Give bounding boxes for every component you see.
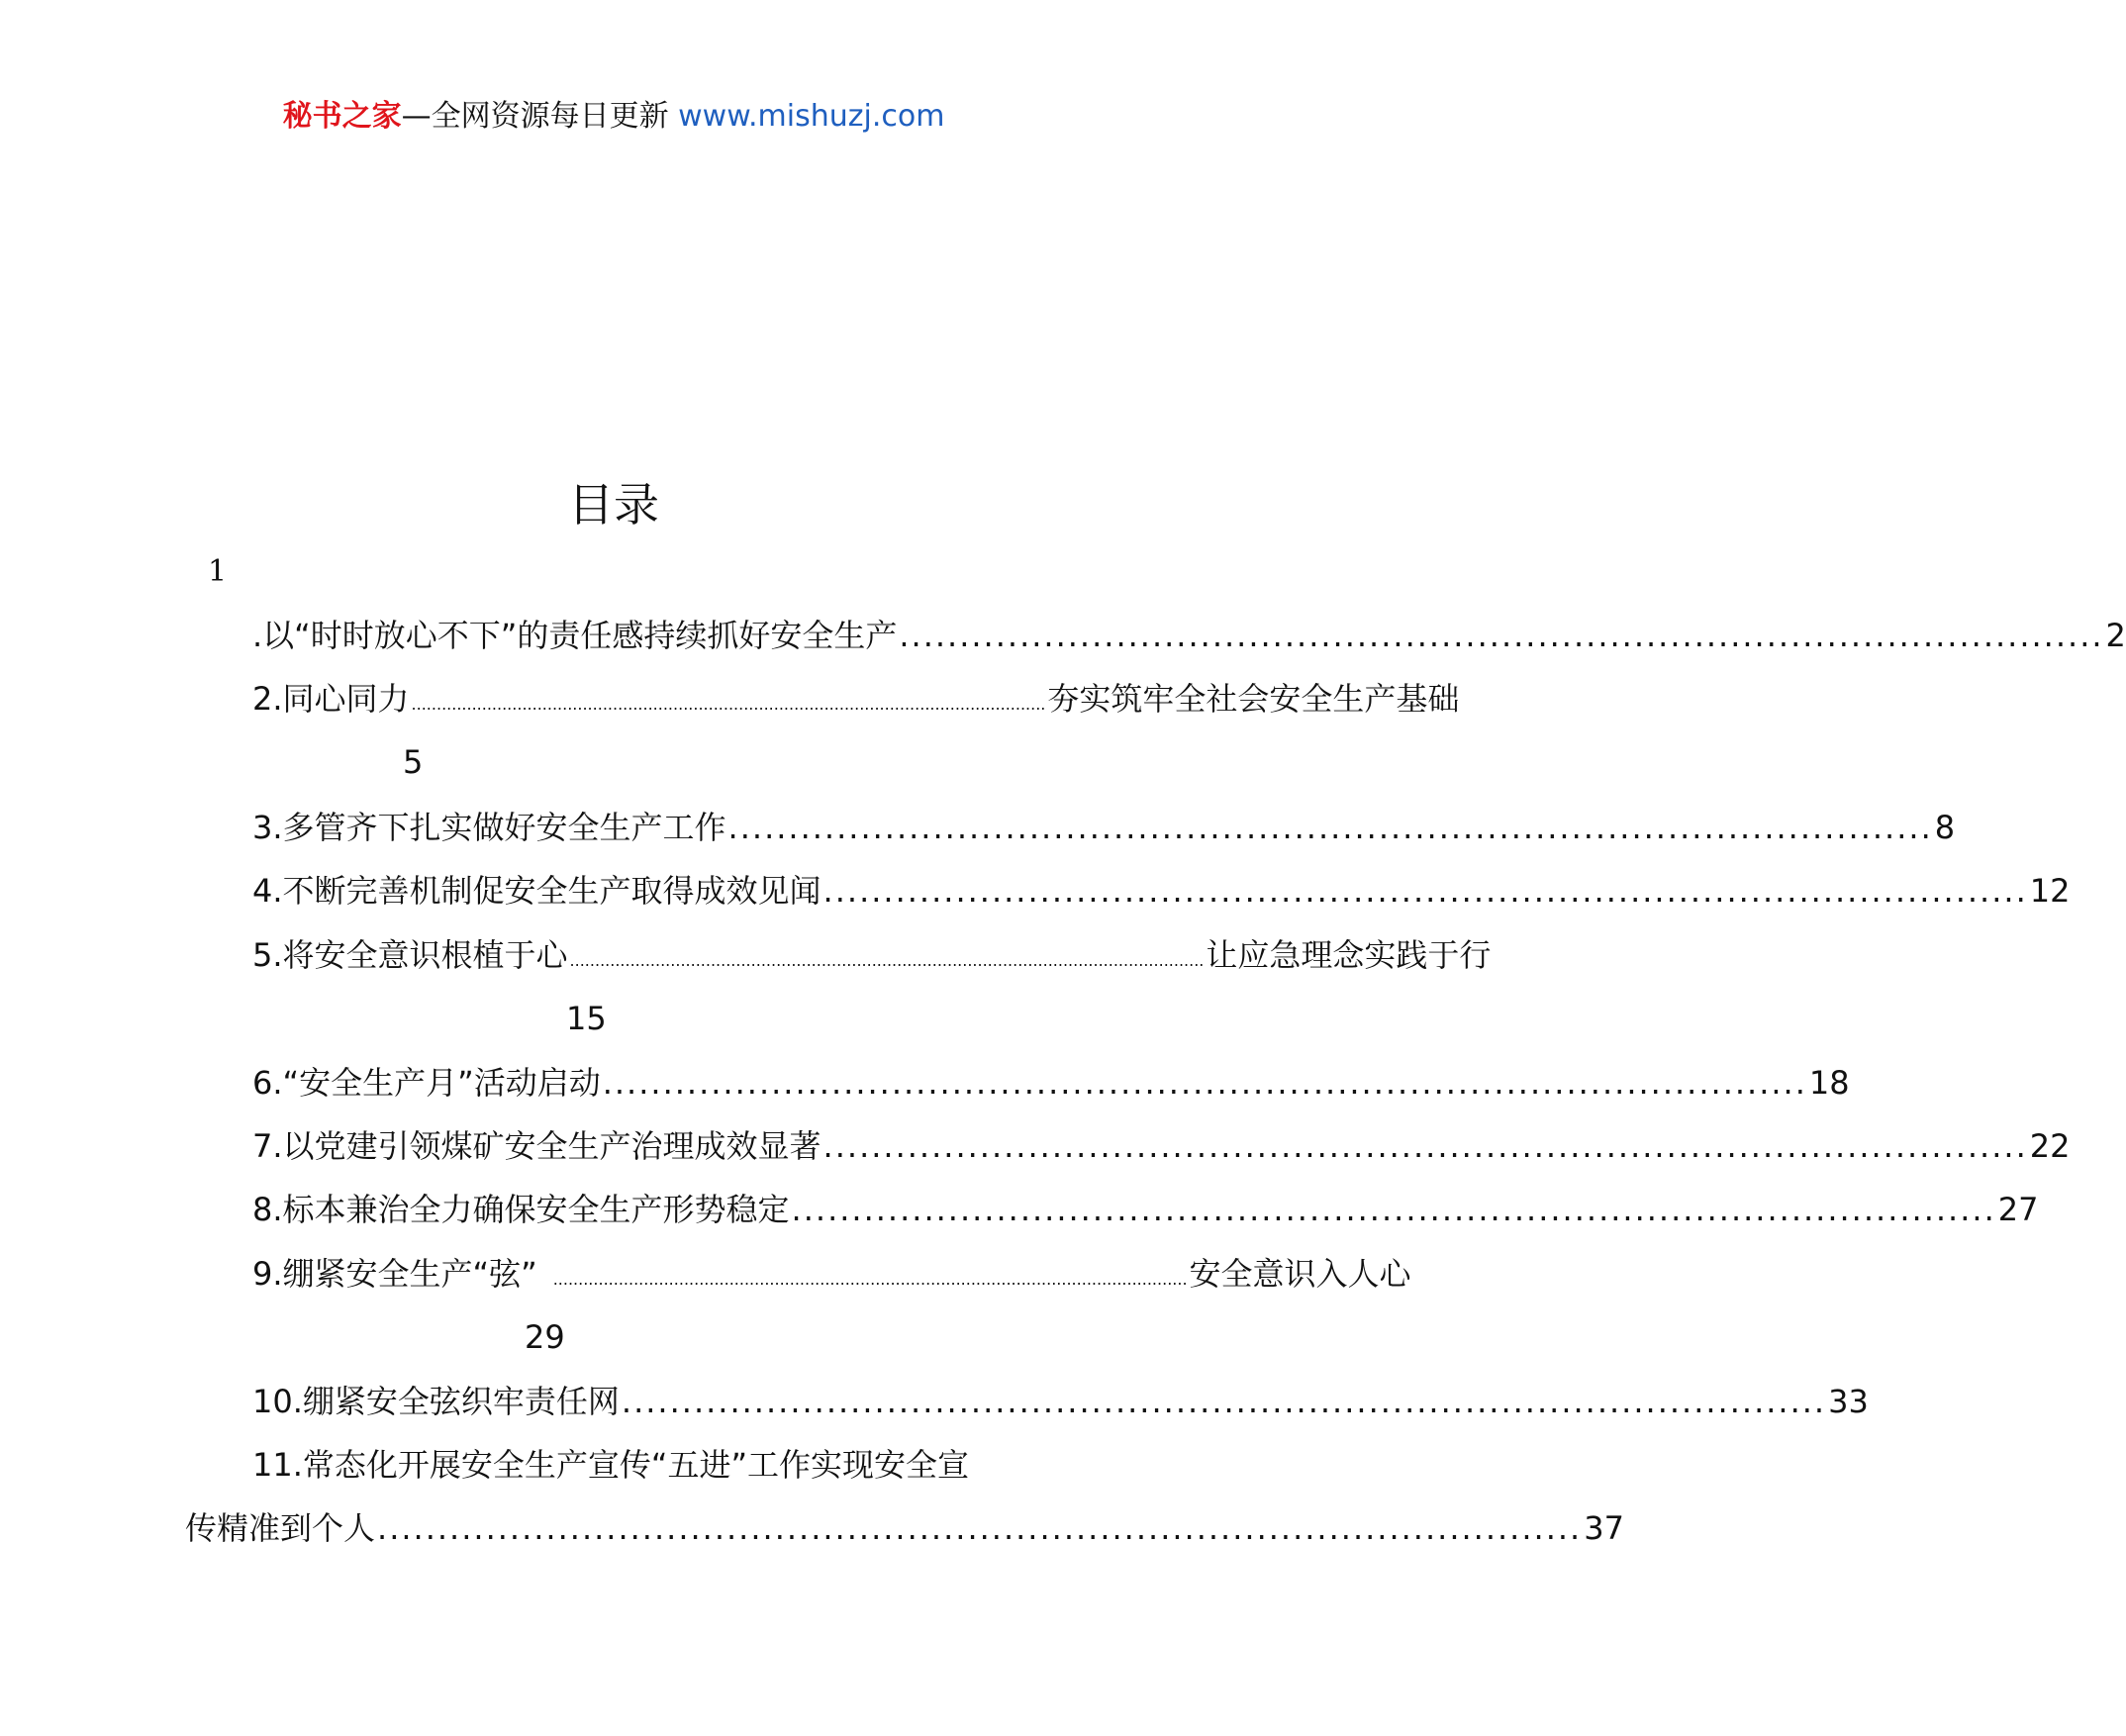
toc-entry-2-page: 5 bbox=[403, 743, 424, 781]
toc-entry-5-page: 15 bbox=[566, 1000, 607, 1037]
leader-dots: .................................................................................................... bbox=[822, 872, 2028, 910]
toc-entry-page: 2 bbox=[2105, 617, 2126, 654]
toc-entry-title: 5.将安全意识根植于心 bbox=[252, 936, 568, 974]
toc-entry-title-continued: 让应急理念实践于行 bbox=[1206, 936, 1492, 974]
toc-entry-title: 8.标本兼治全力确保安全生产形势稳定 bbox=[252, 1191, 790, 1228]
toc-entry-9-page: 29 bbox=[525, 1318, 565, 1356]
toc-entry-title-continued: 夯实筑牢全社会安全生产基础 bbox=[1047, 680, 1460, 718]
toc-pre-number: 1 bbox=[208, 554, 228, 589]
leader-dots: .................................................................................................... bbox=[727, 809, 1933, 846]
toc-entry-page: 18 bbox=[1808, 1064, 1850, 1102]
toc-entry-6[interactable] bbox=[252, 1064, 1850, 1102]
toc-entry-page: 37 bbox=[1584, 1509, 1624, 1547]
toc-entry-title-continued: 传精准到个人 bbox=[185, 1509, 376, 1547]
toc-entry-title: 7.以党建引领煤矿安全生产治理成效显著 bbox=[252, 1127, 821, 1165]
toc-entry-10[interactable] bbox=[252, 1383, 1869, 1420]
toc-entry-1[interactable] bbox=[252, 617, 2126, 654]
toc-entry-title: 4.不断完善机制促安全生产取得成效见闻 bbox=[252, 872, 821, 910]
toc-entry-3[interactable] bbox=[252, 809, 1956, 846]
leader-dots: .............................................................................................................................. bbox=[552, 1269, 1188, 1289]
toc-entry-page: 8 bbox=[1934, 809, 1956, 846]
toc-entry-title: 6.“安全生产月”活动启动 bbox=[252, 1064, 601, 1102]
toc-entry-title: 3.多管齐下扎实做好安全生产工作 bbox=[252, 809, 726, 846]
toc-entry-title: 9.绷紧安全生产“弦” bbox=[252, 1255, 537, 1293]
leader-dots: .............................................................................................................................. bbox=[411, 694, 1046, 714]
leader-dots: .................................................................................................... bbox=[899, 617, 2104, 654]
brand-name: 秘书之家 bbox=[282, 99, 402, 134]
toc-entry-8[interactable] bbox=[252, 1191, 2039, 1228]
leader-dots: .................................................................................................... bbox=[602, 1064, 1807, 1102]
leader-dots: .............................................................................................................................. bbox=[569, 950, 1205, 970]
toc-entry-title: 2.同心同力 bbox=[252, 680, 410, 718]
toc-entry-2[interactable] bbox=[252, 680, 1460, 718]
toc-entry-page: 33 bbox=[1828, 1383, 1869, 1420]
toc-entry-11-continued[interactable] bbox=[185, 1509, 1624, 1547]
leader-dots: .................................................................................................... bbox=[621, 1383, 1827, 1420]
toc-entry-7[interactable] bbox=[252, 1127, 2071, 1165]
toc-entry-11[interactable] bbox=[252, 1446, 1034, 1484]
toc-entry-4[interactable] bbox=[252, 872, 2071, 910]
toc-entry-title-continued: 安全意识入人心 bbox=[1189, 1255, 1411, 1293]
leader-dots: .................................................................................................... bbox=[791, 1191, 1996, 1228]
toc-title: 目录 bbox=[568, 478, 659, 531]
site-url-link[interactable]: www.mishuzj.com bbox=[678, 99, 945, 134]
toc-entry-page: 12 bbox=[2029, 872, 2071, 910]
toc-entry-title: 11.常态化开展安全生产宣传“五进”工作实现安全宣 bbox=[252, 1446, 970, 1484]
toc-entry-title: 10.绷紧安全弦织牢责任网 bbox=[252, 1383, 620, 1420]
toc-entry-title: .以“时时放心不下”的责任感持续抓好安全生产 bbox=[252, 617, 898, 654]
toc-entry-5[interactable] bbox=[252, 936, 1492, 974]
toc-entry-9[interactable] bbox=[252, 1255, 1411, 1293]
toc-entry-page: 22 bbox=[2029, 1127, 2071, 1165]
toc-entry-page: 27 bbox=[1997, 1191, 2039, 1228]
site-header bbox=[0, 99, 1227, 135]
leader-dots: .................................................................................................... bbox=[822, 1127, 2028, 1165]
header-tagline: —全网资源每日更新 bbox=[401, 99, 669, 134]
leader-dots: .................................................................................................... bbox=[377, 1509, 1583, 1547]
